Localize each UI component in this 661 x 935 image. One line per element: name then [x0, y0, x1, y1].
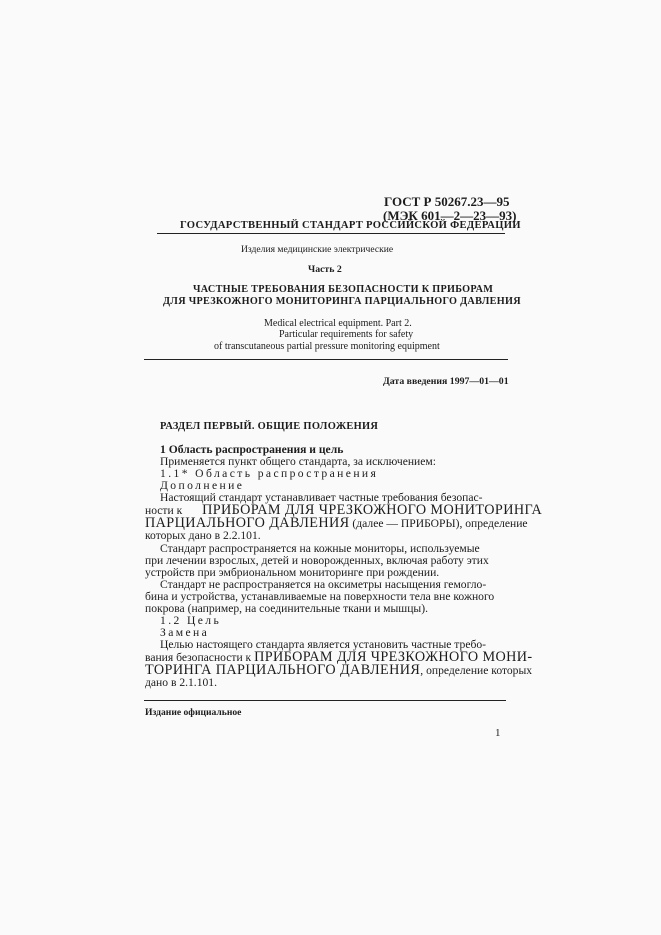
part-title: Часть 2: [308, 264, 342, 275]
clause-1-2: 1.2 Цель: [160, 614, 222, 627]
title-ru-line2: ДЛЯ ЧРЕЗКОЖНОГО МОНИТОРИНГА ПАРЦИАЛЬНОГО ДАВЛЕНИЯ: [163, 296, 521, 307]
p4-line3-text: , определение которых: [420, 664, 533, 677]
page-number: 1: [495, 727, 501, 739]
p1-line3-text: (далее — ПРИБОРЫ), определение: [352, 517, 528, 530]
intro-date: Дата введения 1997—01—01: [383, 376, 509, 387]
replacement-label: Замена: [160, 626, 210, 639]
title-en-line3: of transcutaneous partial pressure monitoring equipment: [214, 341, 440, 352]
p3-line2: бина и устройства, устанавливаемые на поверхности тела вне кожного: [145, 590, 495, 603]
edition-note: Издание официальное: [145, 707, 242, 718]
p1-line2-caps: ПРИБОРАМ ДЛЯ ЧРЕЗКОЖНОГО МОНИТОРИНГА: [202, 502, 543, 518]
p4-line4: дано в 2.1.101.: [145, 676, 217, 689]
title-en-line2: Particular requirements for safety: [279, 329, 414, 340]
p3-line3: покрова (например, на соединительные ткани и мышцы).: [145, 602, 428, 615]
footer-rule: [144, 700, 506, 701]
header-rule: [157, 233, 505, 234]
p2-line2: при лечении взрослых, детей и новорожденных, включая работу этих: [145, 554, 489, 567]
p4-line2-text: вания безопасности к: [145, 651, 252, 664]
p4-line3-caps: ТОРИНГА ПАРЦИАЛЬНОГО ДАВЛЕНИЯ: [145, 662, 421, 678]
p1-line3-caps: ПАРЦИАЛЬНОГО ДАВЛЕНИЯ: [145, 515, 350, 531]
series-title: Изделия медицинские электрические: [241, 244, 394, 255]
p4-line1: Целью настоящего стандарта является установить частные требо-: [160, 638, 487, 651]
clause-1-title: 1 Область распространения и цель: [160, 443, 344, 456]
p2-line3: устройств при эмбриональном мониторинге при рождении.: [145, 566, 440, 579]
title-en-line1: Medical electrical equipment. Part 2.: [264, 318, 412, 329]
p1-line4: которых дано в 2.2.101.: [145, 529, 261, 542]
iec-code: (МЭК 601—2—23—93): [383, 208, 517, 223]
p3-line1: Стандарт не распространяется на оксиметры насыщения гемогло-: [160, 578, 487, 591]
gost-code: ГОСТ Р 50267.23—95: [384, 194, 510, 209]
clause-1-1: 1.1* Область распространения: [160, 467, 379, 480]
p1-line1: Настоящий стандарт устанавливает частные требования безопас-: [160, 491, 483, 504]
p1-line2-text: ности к: [145, 504, 183, 517]
p4-line2-caps: ПРИБОРАМ ДЛЯ ЧРЕЗКОЖНОГО МОНИ-: [254, 649, 533, 665]
title-rule: [144, 359, 508, 360]
p2-line1: Стандарт распространяется на кожные мониторы, используемые: [160, 542, 480, 555]
section-title: РАЗДЕЛ ПЕРВЫЙ. ОБЩИЕ ПОЛОЖЕНИЯ: [160, 421, 379, 432]
state-standard-title: ГОСУДАРСТВЕННЫЙ СТАНДАРТ РОССИЙСКОЙ ФЕДЕРАЦИИ: [180, 220, 521, 231]
title-ru-line1: ЧАСТНЫЕ ТРЕБОВАНИЯ БЕЗОПАСНОСТИ К ПРИБОРАМ: [193, 284, 494, 295]
clause-1-text: Применяется пункт общего стандарта, за исключением:: [160, 455, 436, 468]
addition-label: Дополнение: [160, 479, 245, 492]
